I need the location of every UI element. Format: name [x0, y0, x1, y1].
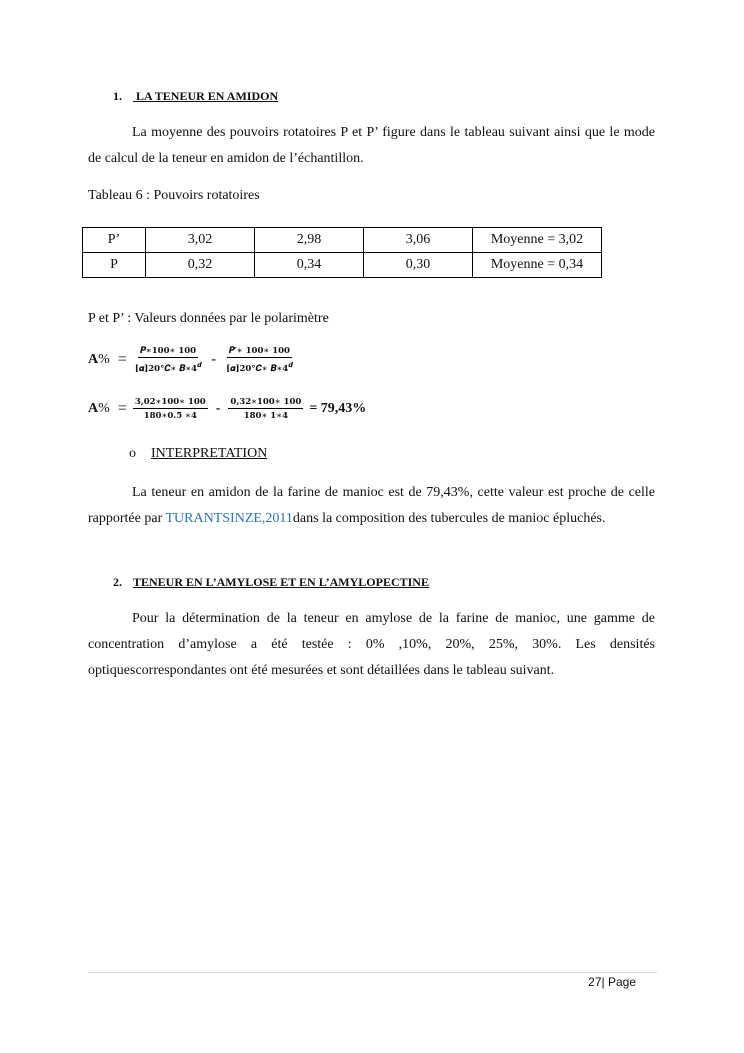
section-number: 2.	[113, 575, 122, 589]
reference-link[interactable]: TURANTSINZE,2011	[165, 511, 293, 526]
fraction	[133, 397, 208, 421]
footer-divider	[88, 972, 657, 973]
paragraph-intro	[88, 120, 655, 172]
formula-numeric	[88, 397, 366, 421]
section-heading-2	[113, 575, 429, 590]
fraction-denominator: [𝜶]𝟐𝟎°𝑪∗ $𝑩∗𝟒^𝒅$	[226, 360, 293, 374]
fraction-numerator: 𝑷′∗ 𝟏𝟎𝟎∗ 𝟏𝟎𝟎	[228, 346, 290, 356]
fraction	[133, 346, 204, 374]
equals-sign: =	[117, 400, 127, 417]
section-number: 1.	[113, 89, 122, 103]
fraction-denominator: [𝜶]𝟐𝟎°𝑪∗ $𝑩∗𝟒^𝒅$	[134, 360, 202, 374]
table-cell: Moyenne = 0,34	[473, 253, 602, 278]
table-note: P et P’ : Valeurs données par le polarimètre	[88, 311, 329, 326]
paragraph-text: dans la composition des tubercules de manioc épluchés.	[292, 511, 606, 526]
section-heading-1	[113, 89, 278, 104]
formula-lhs: A	[88, 401, 99, 416]
page-footer	[588, 975, 636, 989]
table-cell: Moyenne = 3,02	[473, 228, 602, 253]
formula-general	[88, 346, 299, 374]
formula-lhs-percent: %	[98, 401, 110, 416]
paragraph-text: La moyenne des pouvoirs rotatoires P et P’ figure dans le tableau suivant ainsi que le mode de calcul de la teneur en amidon de l’échantillon.	[88, 125, 655, 166]
table-cell: P’	[83, 228, 146, 253]
fraction-numerator: 𝑷∗𝟏𝟎𝟎∗ 𝟏𝟎𝟎	[140, 346, 197, 356]
table-cell: 3,06	[364, 228, 473, 253]
superscript-d: 𝒅	[197, 360, 202, 369]
paragraph-text: La teneur en amidon de la farine de manioc est de 79,43%, cette valeur est proche de celle rapportée par	[88, 485, 655, 526]
table-row	[83, 228, 602, 253]
formula-lhs: A	[88, 351, 99, 367]
table-cell: 0,34	[255, 253, 364, 278]
table-cell: 0,32	[146, 253, 255, 278]
footer-separator: |	[601, 975, 605, 989]
table-cell: 0,30	[364, 253, 473, 278]
section-title: LA TENEUR EN AMIDON	[133, 89, 279, 103]
interpretation-title: INTERPRETATION	[151, 446, 268, 461]
rotatory-power-table	[82, 227, 602, 278]
table-cell: 2,98	[255, 228, 364, 253]
table-cell: 3,02	[146, 228, 255, 253]
table-caption: Tableau 6 : Pouvoirs rotatoires	[88, 188, 260, 203]
paragraph-interpretation	[88, 480, 655, 532]
paragraph-text: Pour la détermination de la teneur en amylose de la farine de manioc, une gamme de concentration d’amylose a été testée : 0% ,10%, 20%, 25%, 30%. Les densités optiquescorrespondantes ont été mesurées et sont détaillées dans le tableau suivant.	[88, 611, 655, 678]
bullet-icon: o	[129, 446, 136, 461]
minus-sign: -	[215, 401, 221, 416]
page-number: 27	[588, 975, 602, 989]
equals-sign: =	[117, 350, 127, 368]
table-row	[83, 253, 602, 278]
fraction	[228, 397, 303, 421]
superscript-d: 𝒅	[288, 360, 293, 369]
formula-result: = 79,43%	[309, 401, 367, 416]
fraction-denominator: 𝟏𝟖𝟎∗ 𝟏∗𝟒	[243, 411, 288, 421]
table-cell: P	[83, 253, 146, 278]
interpretation-heading	[129, 446, 267, 462]
fraction-denominator: 𝟏𝟖𝟎∗𝟎.𝟓 ∗𝟒	[143, 411, 197, 421]
formula-lhs-percent: %	[98, 351, 110, 367]
minus-sign: -	[211, 351, 217, 367]
fraction-numerator: 𝟑,𝟎𝟐∗𝟏𝟎𝟎∗ 𝟏𝟎𝟎	[134, 397, 206, 407]
page-label: Page	[604, 975, 636, 989]
section-title: TENEUR EN L’AMYLOSE ET EN L’AMYLOPECTINE	[133, 575, 429, 589]
paragraph-amylose	[88, 606, 655, 684]
fraction	[224, 346, 295, 374]
fraction-numerator: 𝟎,𝟑𝟐∗𝟏𝟎𝟎∗ 𝟏𝟎𝟎	[230, 397, 302, 407]
